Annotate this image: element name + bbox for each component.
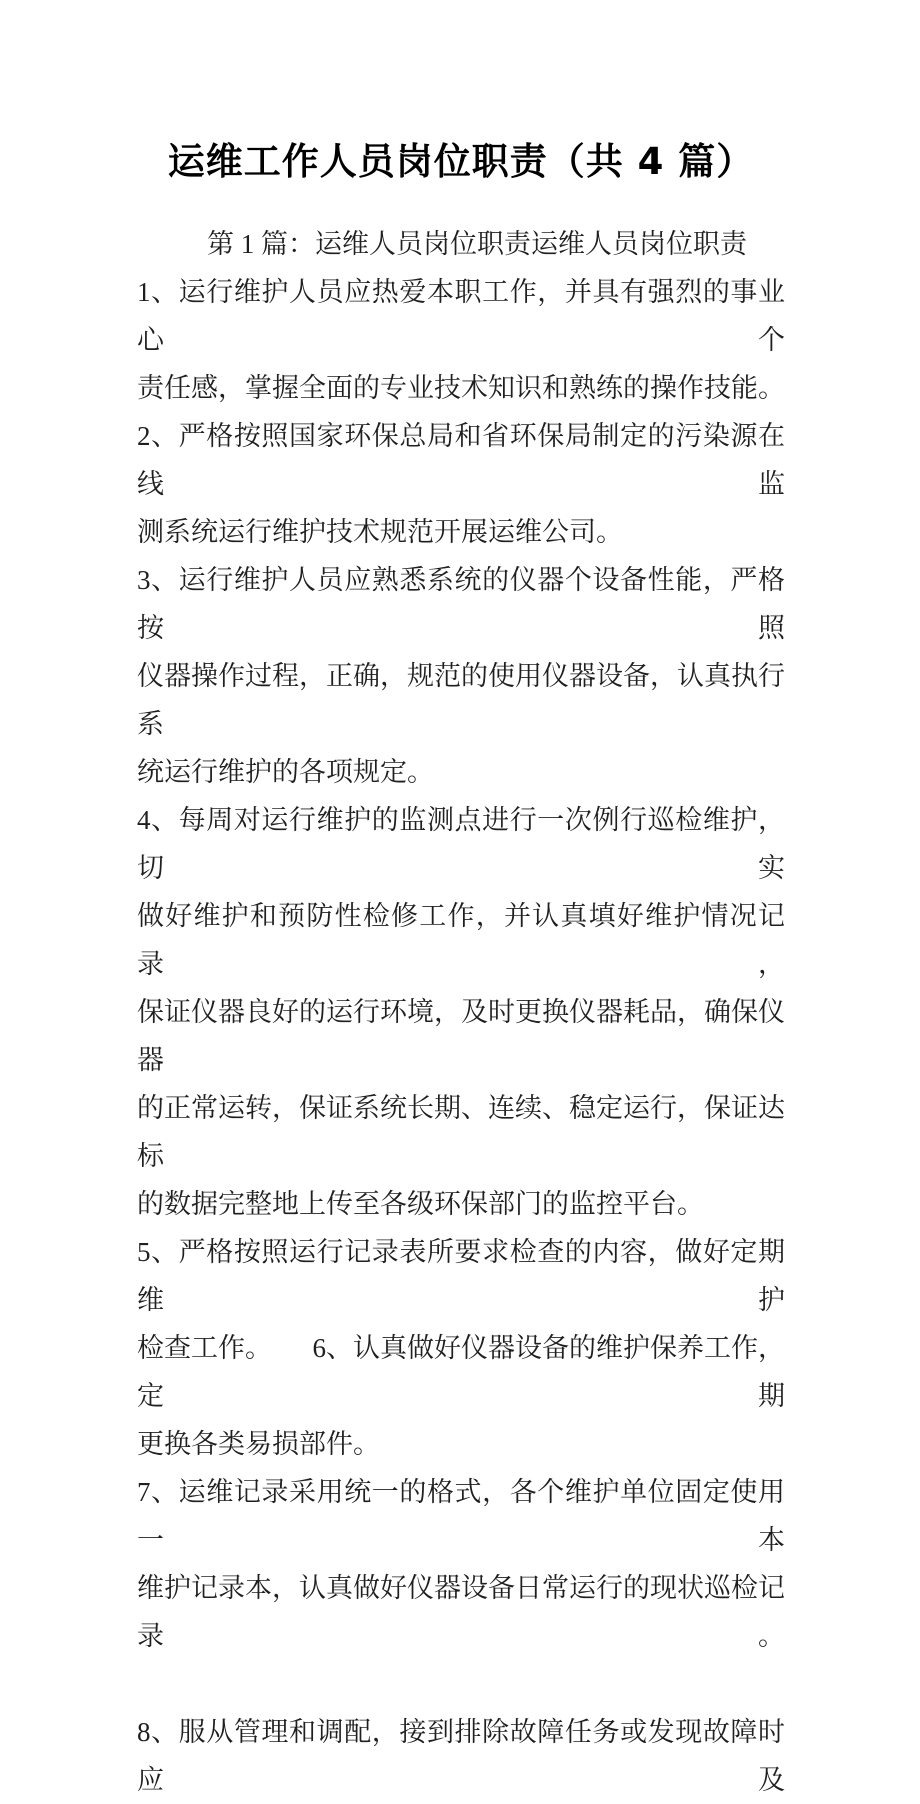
document-line: 的正常运转，保证系统长期、连续、稳定运行，保证达标 <box>137 1093 785 1171</box>
document-line: 更换各类易损部件。 <box>137 1429 380 1459</box>
document-line: 3、运行维护人员应熟悉系统的仪器个设备性能，严格按照 <box>137 565 785 643</box>
document-blank-line <box>137 1660 785 1708</box>
document-line: 检查工作。 6、认真做好仪器设备的维护保养工作，定期 <box>137 1333 785 1411</box>
document-line: 测系统运行维护技术规范开展运维公司。 <box>137 517 623 547</box>
document-line: 责任感，掌握全面的专业技术知识和熟练的操作技能。 <box>137 373 785 403</box>
document-line: 7、运维记录采用统一的格式，各个维护单位固定使用一本 <box>137 1477 785 1555</box>
document-line: 做好维护和预防性检修工作，并认真填好维护情况记录， <box>137 901 785 979</box>
document-line: 4、每周对运行维护的监测点进行一次例行巡检维护，切实 <box>137 805 785 883</box>
document-body <box>137 220 785 1804</box>
document-line: 仪器操作过程，正确，规范的使用仪器设备，认真执行系 <box>137 661 785 739</box>
document-line: 5、严格按照运行记录表所要求检查的内容，做好定期维护 <box>137 1237 785 1315</box>
document-line: 的数据完整地上传至各级环保部门的监控平台。 <box>137 1189 704 1219</box>
document-line: 2、严格按照国家环保总局和省环保局制定的污染源在线监 <box>137 421 785 499</box>
document-line: 1、运行维护人员应热爱本职工作，并具有强烈的事业心个 <box>137 277 785 355</box>
document-line: 第 1 篇：运维人员岗位职责运维人员岗位职责 <box>207 229 747 259</box>
document-line: 保证仪器良好的运行环境，及时更换仪器耗品，确保仪器 <box>137 997 785 1075</box>
document-line: 8、服从管理和调配，接到排除故障任务或发现故障时应及 <box>137 1717 785 1795</box>
document-title: 运维工作人员岗位职责（共 4 篇） <box>167 140 755 183</box>
document-line: 统运行维护的各项规定。 <box>137 757 434 787</box>
document-line: 维护记录本，认真做好仪器设备日常运行的现状巡检记录。 <box>137 1573 785 1651</box>
